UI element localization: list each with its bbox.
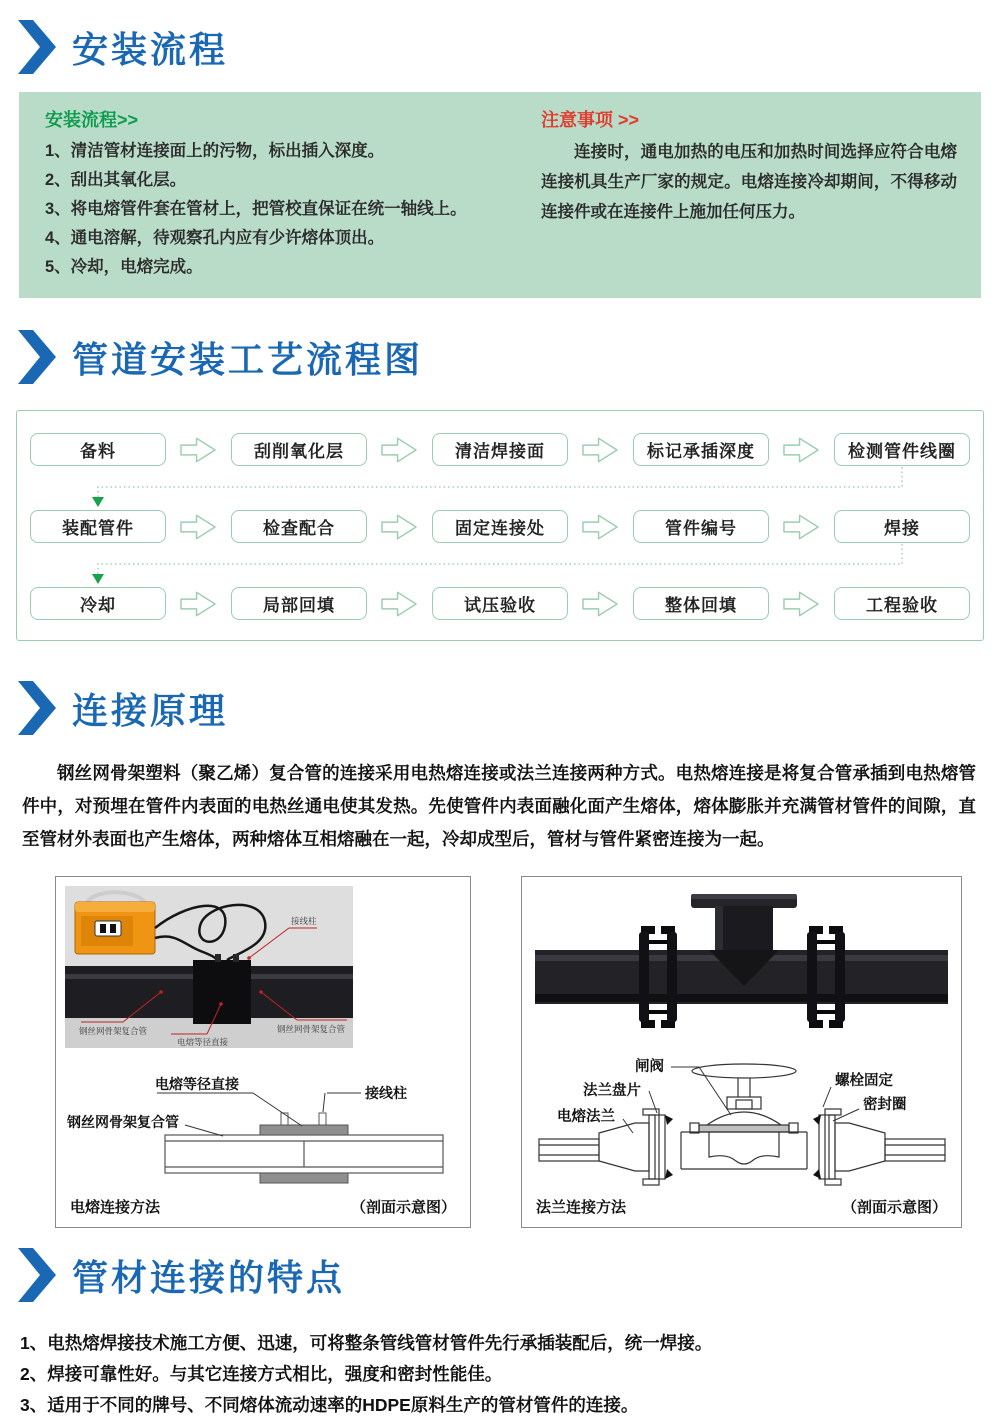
photo-label-coupling: 电熔等径直接 (177, 1037, 229, 1047)
flow-arrow-icon (381, 514, 418, 540)
install-section-header (18, 20, 1000, 74)
flow-step: 检测管件线圈 (834, 433, 970, 466)
section-title-features: 管材连接的特点 (72, 1256, 346, 1298)
figure-electrofusion (55, 876, 471, 1228)
features-list (20, 1328, 1000, 1421)
flow-arrow-icon (783, 437, 820, 463)
coupling-top (260, 1125, 348, 1135)
flow-arrow-icon (180, 514, 217, 540)
diagram-label-pipe: 钢丝网骨架复合管 (67, 1114, 179, 1130)
diagram-label-flange-plate: 法兰盘片 (583, 1083, 641, 1099)
chevron-icon (18, 330, 56, 384)
figure-caption: 法兰连接方法 (536, 1199, 627, 1216)
feature-item: 1、电热熔焊接技术施工方便、迅速，可将整条管线管材管件先行承插装配后，统一焊接。 (20, 1333, 713, 1353)
flow-arrow-icon (180, 591, 217, 617)
terminal-post (319, 1113, 326, 1125)
figure-caption: 电熔连接方法 (70, 1199, 161, 1216)
flow-diagram (16, 410, 984, 641)
feature-item: 2、焊接可靠性好。与其它连接方式相比，强度和密封性能佳。 (20, 1364, 503, 1384)
feature-item: 3、适用于不同的牌号、不同熔体流动速率的HDPE原料生产的管材管件的连接。 (20, 1395, 639, 1415)
electrofusion-photo (65, 886, 353, 1048)
figure-caption-note: （剖面示意图） (350, 1199, 456, 1216)
install-steps-panel (19, 92, 981, 298)
notes-body: 连接时，通电加热的电压和加热时间选择应符合电熔连接机具生产厂家的规定。电熔连接冷却期间，不得移动连接件或在连接件上施加任何压力。 (541, 143, 957, 221)
flow-step: 固定连接处 (432, 510, 568, 543)
coupling-photo (193, 960, 251, 1024)
install-steps-list (45, 137, 523, 282)
photo-label-pipe-left: 钢丝网骨架复合管 (79, 1026, 148, 1036)
features-section-header (18, 1248, 1000, 1302)
flow-step: 局部回填 (231, 587, 367, 620)
section-title-install: 安装流程 (72, 28, 229, 70)
flow-arrow-icon (783, 591, 820, 617)
diagram-label-terminal: 接线柱 (365, 1085, 407, 1101)
diagram-label-bolt: 螺栓固定 (835, 1073, 893, 1089)
flow-step: 整体回填 (633, 587, 769, 620)
install-step: 1、清洁管材连接面上的污物，标出插入深度。 (45, 142, 385, 160)
install-step: 4、通电溶解，待观察孔内应有少许熔体顶出。 (45, 229, 385, 247)
flow-step: 检查配合 (231, 510, 367, 543)
flow-step: 标记承插深度 (633, 433, 769, 466)
flow-section-header (18, 330, 1000, 384)
flow-arrow-icon (582, 437, 619, 463)
flow-step: 管件编号 (633, 510, 769, 543)
flow-step: 清洁焊接面 (432, 433, 568, 466)
photo-label-pipe-right: 钢丝网骨架复合管 (277, 1024, 346, 1034)
install-step: 2、刮出其氧化层。 (45, 171, 187, 189)
diagram-label-ef-flange: 电熔法兰 (557, 1109, 615, 1125)
flow-step: 备料 (30, 433, 166, 466)
flow-arrow-icon (381, 591, 418, 617)
notes-title: 注意事项 >> (541, 110, 640, 130)
flow-row-3 (17, 587, 983, 620)
chevron-icon (18, 1248, 56, 1302)
flow-arrow-icon (381, 437, 418, 463)
principle-paragraph: 钢丝网骨架塑料（聚乙烯）复合管的连接采用电热熔连接或法兰连接两种方式。电热熔连接是将复合管承插到电热熔管件中，对预埋在管件内表面的电热丝通电使其发热。先使管件内表面融化面产生熔体，熔体膨胀并充满管材管件的间隙，直至管材外表面也产生熔体，两种熔体互相熔融在一起，冷却成型后，管材与管件紧密连接为一起。 (22, 763, 976, 849)
notes-column (523, 106, 957, 282)
down-arrow-icon (92, 497, 104, 507)
flow-arrow-icon (582, 514, 619, 540)
install-step: 3、将电熔管件套在管材上，把管校直保证在统一轴线上。 (45, 200, 467, 218)
figure-caption-note: （剖面示意图） (841, 1199, 947, 1216)
install-steps-column (45, 106, 523, 282)
flow-arrow-icon (582, 591, 619, 617)
flow-step: 工程验收 (834, 587, 970, 620)
figure-flange (521, 876, 962, 1228)
flow-arrow-icon (783, 514, 820, 540)
flow-step: 刮削氧化层 (231, 433, 367, 466)
flange-render (531, 886, 952, 1048)
flange-cross-section-diagram (531, 1057, 952, 1189)
photo-label-terminal: 接线柱 (291, 916, 317, 926)
chevron-icon (18, 681, 56, 735)
chevron-icon (18, 20, 56, 74)
diagram-label-valve: 闸阀 (635, 1059, 664, 1075)
flow-step: 装配管件 (30, 510, 166, 543)
electrofusion-cross-section-diagram (65, 1075, 461, 1193)
diagram-label-seal: 密封圈 (863, 1097, 907, 1113)
install-steps-title: 安装流程>> (45, 110, 139, 130)
flow-row-2 (17, 510, 983, 543)
install-step: 5、冷却，电熔完成。 (45, 258, 203, 276)
diagram-label-coupling: 电熔等径直接 (155, 1076, 239, 1092)
flow-step: 试压验收 (432, 587, 568, 620)
section-title-principle: 连接原理 (72, 689, 229, 731)
flow-arrow-icon (180, 437, 217, 463)
tee-branch (715, 906, 773, 952)
down-arrow-icon (92, 574, 104, 584)
principle-figures (55, 876, 1000, 1228)
flow-step: 冷却 (30, 587, 166, 620)
principle-section-header (18, 681, 1000, 735)
coupling-bottom (260, 1173, 348, 1183)
flow-step: 焊接 (834, 510, 970, 543)
section-title-flow: 管道安装工艺流程图 (72, 338, 424, 380)
flow-row-1 (17, 433, 983, 466)
